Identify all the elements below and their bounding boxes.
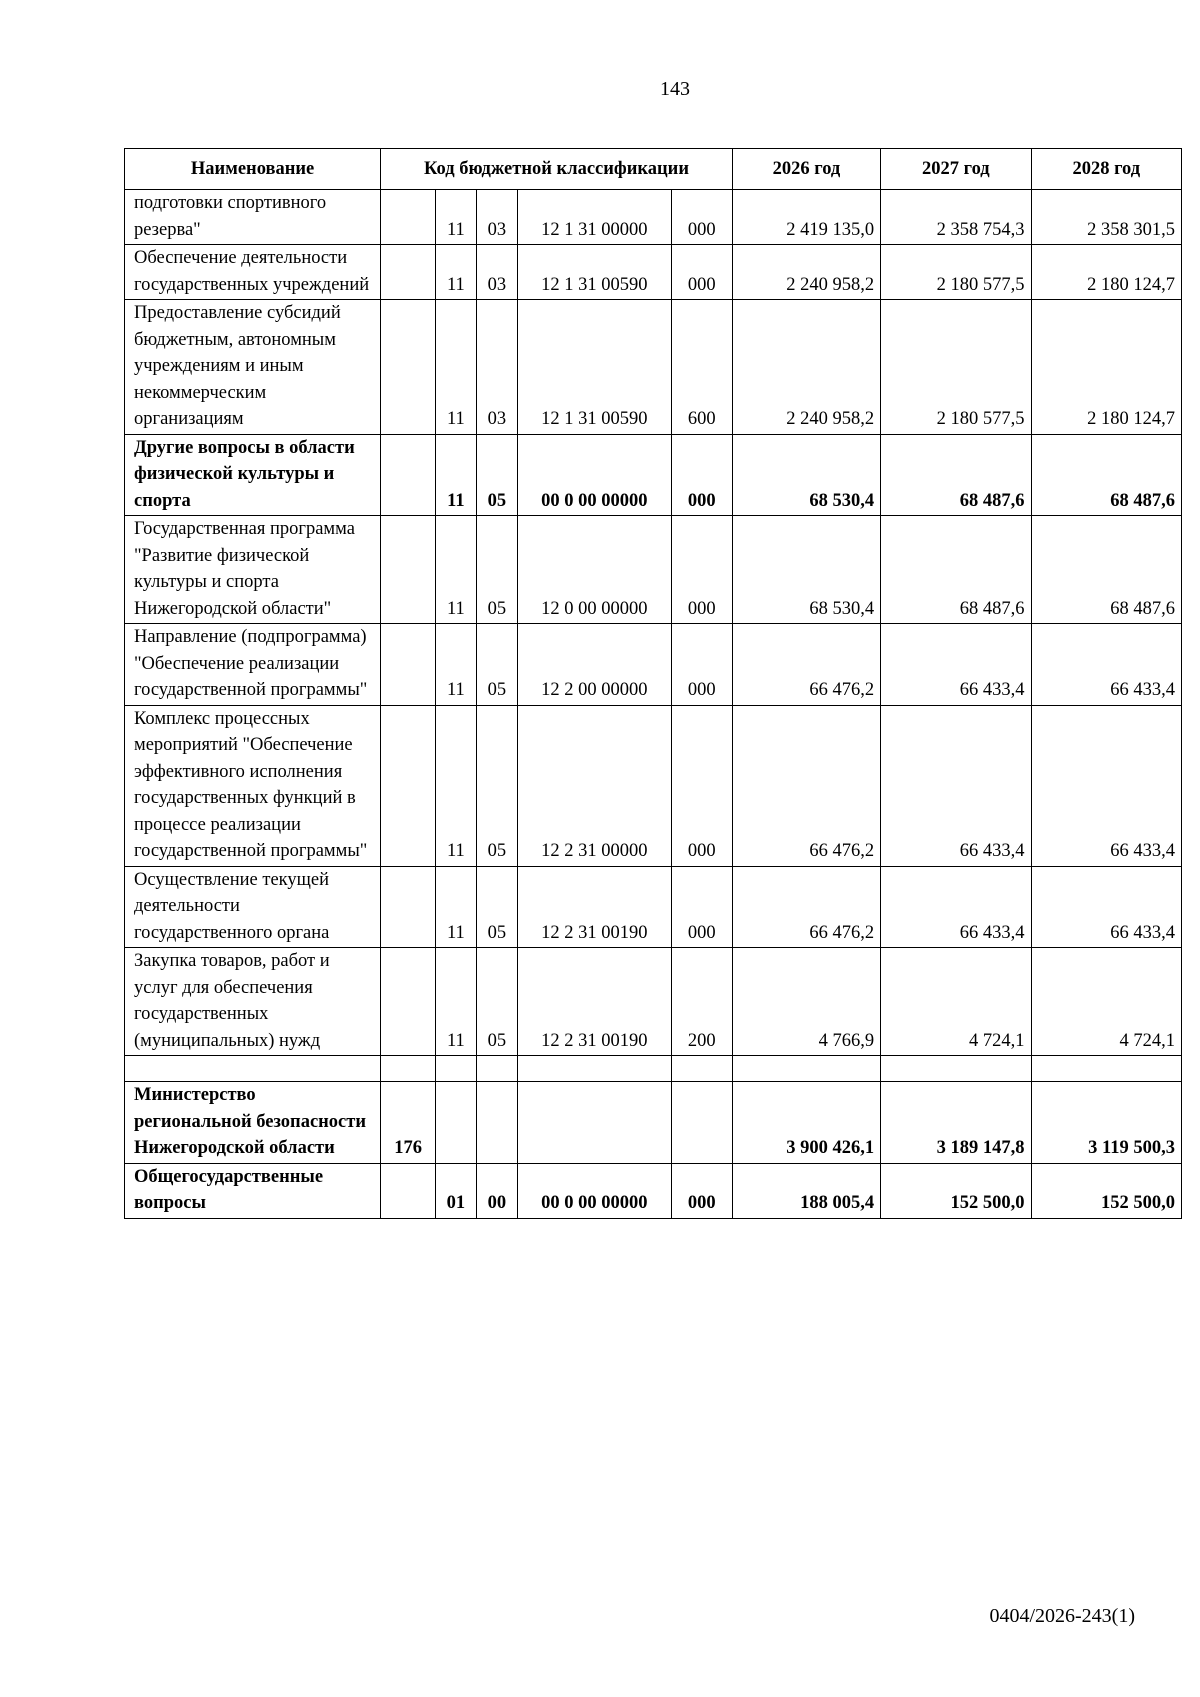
row-target-article-code: 12 1 31 00590 <box>518 245 672 300</box>
row-amount-2028: 66 433,4 <box>1031 866 1181 948</box>
row-subsection-code: 03 <box>476 300 517 435</box>
row-amount-2027: 66 433,4 <box>881 624 1031 706</box>
row-amount-2026: 66 476,2 <box>732 705 880 866</box>
row-target-article-code: 12 2 31 00000 <box>518 705 672 866</box>
row-grbs-code <box>381 245 436 300</box>
row-expense-type-code: 000 <box>671 245 732 300</box>
header-code: Код бюджетной классификации <box>381 149 733 190</box>
row-name: Государственная программа "Развитие физической культуры и спорта Нижегородской области" <box>125 516 381 624</box>
row-amount-2027: 152 500,0 <box>881 1163 1031 1218</box>
row-target-article-code: 12 0 00 00000 <box>518 516 672 624</box>
table-row <box>125 516 1182 624</box>
row-amount-2028: 4 724,1 <box>1031 948 1181 1056</box>
table-row <box>125 624 1182 706</box>
row-name: Комплекс процессных мероприятий "Обеспечение эффективного исполнения государственных функций в процессе реализации государственной программы" <box>125 705 381 866</box>
row-section-code: 11 <box>436 190 476 245</box>
table-row <box>125 300 1182 435</box>
row-amount-2027: 68 487,6 <box>881 434 1031 516</box>
row-section-code: 11 <box>436 705 476 866</box>
row-expense-type-code: 200 <box>671 948 732 1056</box>
row-subsection-code: 03 <box>476 245 517 300</box>
row-target-article-code: 00 0 00 00000 <box>518 434 672 516</box>
row-expense-type-code: 000 <box>671 705 732 866</box>
empty-cell <box>476 1056 517 1082</box>
spacer-row <box>125 1056 1182 1082</box>
row-grbs-code <box>381 516 436 624</box>
row-grbs-code <box>381 300 436 435</box>
row-grbs-code <box>381 434 436 516</box>
row-subsection-code: 05 <box>476 705 517 866</box>
header-2027: 2027 год <box>881 149 1031 190</box>
document-code: 0404/2026-243(1) <box>989 1605 1135 1627</box>
row-amount-2026: 68 530,4 <box>732 434 880 516</box>
row-amount-2027: 2 180 577,5 <box>881 245 1031 300</box>
empty-cell <box>881 1056 1031 1082</box>
empty-cell <box>381 1056 436 1082</box>
row-grbs-code <box>381 948 436 1056</box>
row-grbs-code <box>381 1163 436 1218</box>
row-grbs-code <box>381 624 436 706</box>
row-subsection-code: 05 <box>476 516 517 624</box>
row-amount-2027: 66 433,4 <box>881 705 1031 866</box>
row-amount-2028: 2 358 301,5 <box>1031 190 1181 245</box>
header-name: Наименование <box>125 149 381 190</box>
row-subsection-code: 05 <box>476 624 517 706</box>
row-expense-type-code <box>671 1082 732 1164</box>
row-target-article-code: 00 0 00 00000 <box>518 1163 672 1218</box>
row-target-article-code: 12 2 31 00190 <box>518 866 672 948</box>
row-grbs-code: 176 <box>381 1082 436 1164</box>
row-amount-2026: 188 005,4 <box>732 1163 880 1218</box>
row-amount-2028: 68 487,6 <box>1031 516 1181 624</box>
row-amount-2026: 68 530,4 <box>732 516 880 624</box>
header-2028: 2028 год <box>1031 149 1181 190</box>
row-name: Другие вопросы в области физической культуры и спорта <box>125 434 381 516</box>
row-target-article-code: 12 1 31 00000 <box>518 190 672 245</box>
table-row <box>125 948 1182 1056</box>
row-target-article-code: 12 2 00 00000 <box>518 624 672 706</box>
row-amount-2027: 3 189 147,8 <box>881 1082 1031 1164</box>
row-amount-2028: 66 433,4 <box>1031 705 1181 866</box>
row-section-code: 11 <box>436 948 476 1056</box>
table-row <box>125 434 1182 516</box>
row-expense-type-code: 000 <box>671 624 732 706</box>
row-amount-2028: 2 180 124,7 <box>1031 300 1181 435</box>
row-name: Общегосударственные вопросы <box>125 1163 381 1218</box>
row-amount-2026: 2 419 135,0 <box>732 190 880 245</box>
empty-cell <box>1031 1056 1181 1082</box>
row-target-article-code <box>518 1082 672 1164</box>
header-2026: 2026 год <box>732 149 880 190</box>
table-row <box>125 1082 1182 1164</box>
budget-table <box>124 148 1182 1219</box>
row-section-code: 11 <box>436 516 476 624</box>
row-amount-2026: 66 476,2 <box>732 866 880 948</box>
row-expense-type-code: 000 <box>671 516 732 624</box>
row-subsection-code <box>476 1082 517 1164</box>
table-row <box>125 1163 1182 1218</box>
table-row <box>125 245 1182 300</box>
row-name: Министерство региональной безопасности Нижегородской области <box>125 1082 381 1164</box>
row-grbs-code <box>381 705 436 866</box>
table-row <box>125 866 1182 948</box>
row-expense-type-code: 000 <box>671 190 732 245</box>
row-section-code <box>436 1082 476 1164</box>
table-row <box>125 190 1182 245</box>
row-amount-2027: 4 724,1 <box>881 948 1031 1056</box>
row-amount-2027: 68 487,6 <box>881 516 1031 624</box>
row-amount-2026: 3 900 426,1 <box>732 1082 880 1164</box>
empty-cell <box>732 1056 880 1082</box>
row-subsection-code: 03 <box>476 190 517 245</box>
row-section-code: 11 <box>436 300 476 435</box>
row-name: Осуществление текущей деятельности государственного органа <box>125 866 381 948</box>
row-target-article-code: 12 2 31 00190 <box>518 948 672 1056</box>
empty-cell <box>671 1056 732 1082</box>
row-subsection-code: 05 <box>476 948 517 1056</box>
empty-cell <box>436 1056 476 1082</box>
table-row <box>125 705 1182 866</box>
row-amount-2026: 2 240 958,2 <box>732 300 880 435</box>
row-target-article-code: 12 1 31 00590 <box>518 300 672 435</box>
row-amount-2026: 2 240 958,2 <box>732 245 880 300</box>
row-grbs-code <box>381 190 436 245</box>
empty-cell <box>125 1056 381 1082</box>
row-expense-type-code: 000 <box>671 1163 732 1218</box>
row-amount-2027: 2 358 754,3 <box>881 190 1031 245</box>
row-section-code: 11 <box>436 624 476 706</box>
row-expense-type-code: 000 <box>671 434 732 516</box>
row-name: Закупка товаров, работ и услуг для обеспечения государственных (муниципальных) нужд <box>125 948 381 1056</box>
row-name: подготовки спортивного резерва" <box>125 190 381 245</box>
row-name: Предоставление субсидий бюджетным, автономным учреждениям и иным некоммерческим организациям <box>125 300 381 435</box>
row-subsection-code: 05 <box>476 434 517 516</box>
row-name: Направление (подпрограмма) "Обеспечение реализации государственной программы" <box>125 624 381 706</box>
table-header-row <box>125 149 1182 190</box>
row-section-code: 11 <box>436 245 476 300</box>
row-name: Обеспечение деятельности государственных учреждений <box>125 245 381 300</box>
row-amount-2028: 66 433,4 <box>1031 624 1181 706</box>
row-amount-2028: 3 119 500,3 <box>1031 1082 1181 1164</box>
row-expense-type-code: 600 <box>671 300 732 435</box>
row-section-code: 11 <box>436 434 476 516</box>
row-amount-2028: 68 487,6 <box>1031 434 1181 516</box>
row-subsection-code: 00 <box>476 1163 517 1218</box>
row-amount-2027: 2 180 577,5 <box>881 300 1031 435</box>
row-amount-2028: 152 500,0 <box>1031 1163 1181 1218</box>
row-amount-2028: 2 180 124,7 <box>1031 245 1181 300</box>
row-section-code: 01 <box>436 1163 476 1218</box>
row-amount-2027: 66 433,4 <box>881 866 1031 948</box>
row-subsection-code: 05 <box>476 866 517 948</box>
row-section-code: 11 <box>436 866 476 948</box>
empty-cell <box>518 1056 672 1082</box>
row-amount-2026: 66 476,2 <box>732 624 880 706</box>
page-number: 143 <box>660 78 690 100</box>
row-expense-type-code: 000 <box>671 866 732 948</box>
row-amount-2026: 4 766,9 <box>732 948 880 1056</box>
row-grbs-code <box>381 866 436 948</box>
